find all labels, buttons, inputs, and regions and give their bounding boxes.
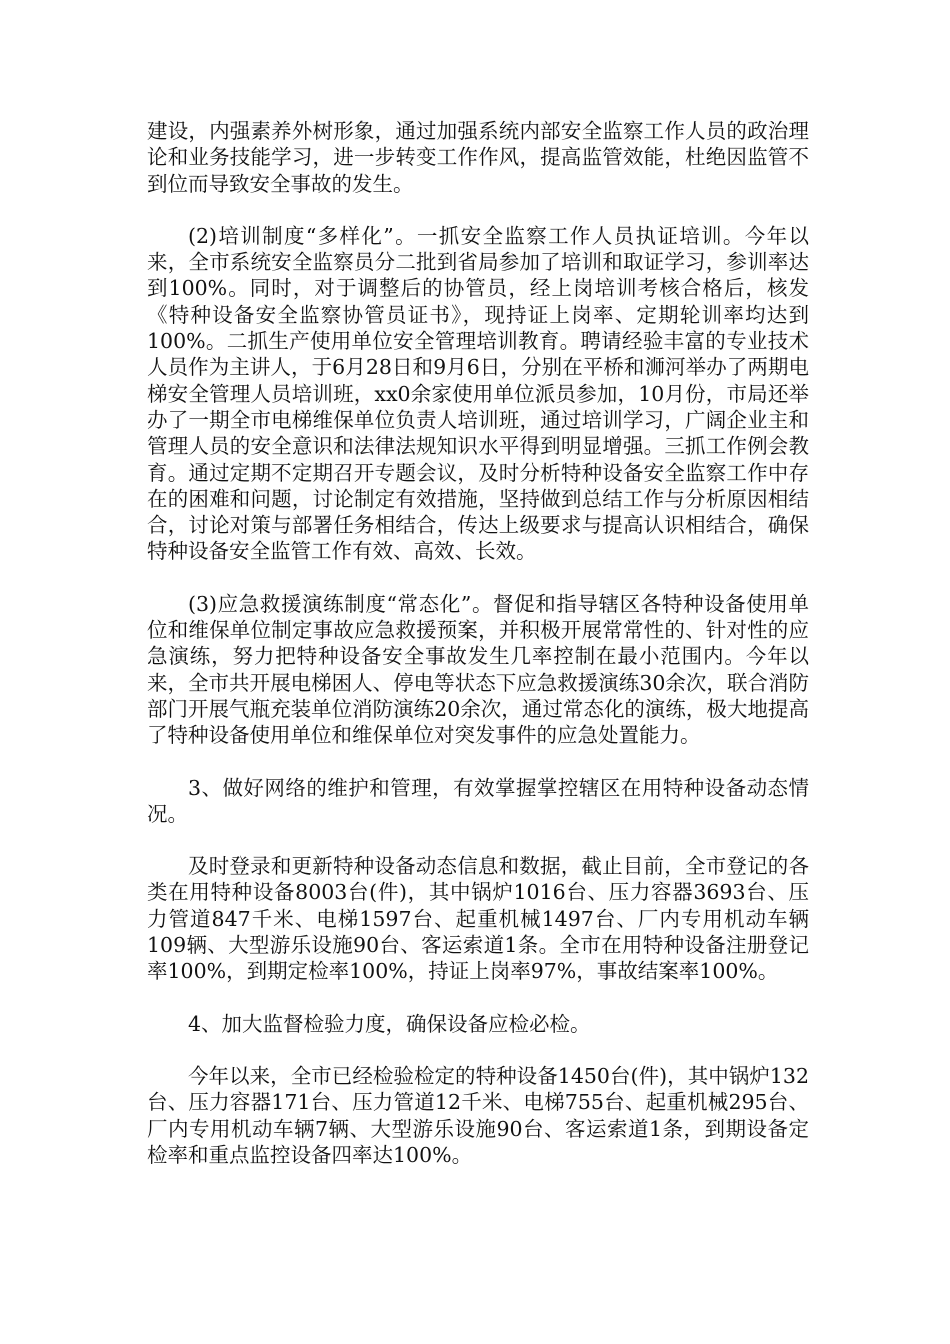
paragraph-spacer xyxy=(147,749,809,775)
paragraph-continuation: 建设，内强素养外树形象，通过加强系统内部安全监察工作人员的政治理论和业务技能学习，进一步转变工作作风，提高监管效能，杜绝因监管不到位而导致安全事故的发生。 xyxy=(147,119,809,196)
paragraph-equipment-statistics: 及时登录和更新特种设备动态信息和数据，截止目前，全市登记的各类在用特种设备8003台(件)，其中锅炉1016台、压力容器3693台、压力管道847千米、电梯1597台、起重机械1497台、厂内专用机动车辆109辆、大型游乐设施90台、客运索道1条。全市在用特种设备注册登记率100%，到期定检率100%，持证上岗率97%，事故结案率100%。 xyxy=(147,854,809,984)
paragraph-spacer xyxy=(147,827,809,853)
paragraph-spacer xyxy=(147,985,809,1011)
paragraph-emergency-drill: (3)应急救援演练制度“常态化”。督促和指导辖区各特种设备使用单位和维保单位制定事故应急救援预案，并积极开展常常性的、针对性的应急演练，努力把特种设备安全事故发生几率控制在最小范围内。今年以来，全市共开展电梯困人、停电等状态下应急救援演练30余次，联合消防部门开展气瓶充装单位消防演练20余次，通过常态化的演练，极大地提高了特种设备使用单位和维保单位对突发事件的应急处置能力。 xyxy=(147,591,809,748)
section-heading-inspection: 4、加大监督检验力度，确保设备应检必检。 xyxy=(188,1011,591,1036)
paragraph-inspection-statistics: 今年以来，全市已经检验检定的特种设备1450台(件)，其中锅炉132台、压力容器171台、压力管道12千米、电梯755台、起重机械295台、厂内专用机动车辆7辆、大型游乐设施90台、客运索道1条，到期设备定检率和重点监控设备四率达100%。 xyxy=(147,1063,809,1167)
paragraph-training-system: (2)培训制度“多样化”。一抓安全监察工作人员执证培训。今年以来，全市系统安全监察员分二批到省局参加了培训和取证学习，参训率达到100%。同时，对于调整后的协管员，经上岗培训考核合格后，核发《特种设备安全监察协管员证书》，现持证上岗率、定期轮训率均达到100%。二抓生产使用单位安全管理培训教育。聘请经验丰富的专业技术人员作为主讲人，于6月28日和9月6日，分别在平桥和浉河举办了两期电梯安全管理人员培训班，xx0余家使用单位派员参加，10月份，市局还举办了一期全市电梯维保单位负责人培训班，通过培训学习，广阔企业主和管理人员的安全意识和法律法规知识水平得到明显增强。三抓工作例会教育。通过定期不定期召开专题会议，及时分析特种设备安全监察工作中存在的困难和问题，讨论制定有效措施，坚持做到总结工作与分析原因相结合，讨论对策与部署任务相结合，传达上级要求与提高认识相结合，确保特种设备安全监管工作有效、高效、长效。 xyxy=(147,223,809,564)
document-body xyxy=(147,118,809,1168)
paragraph-spacer xyxy=(147,565,809,591)
paragraph-spacer xyxy=(147,197,809,223)
paragraph-spacer xyxy=(147,1037,809,1063)
section-heading-network: 3、做好网络的维护和管理，有效掌握掌控辖区在用特种设备动态情况。 xyxy=(147,775,809,826)
